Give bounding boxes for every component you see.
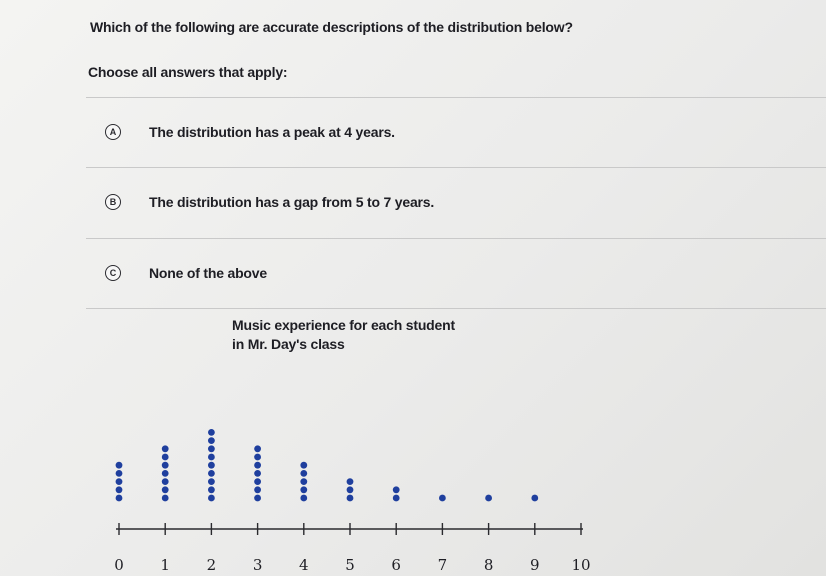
data-dot xyxy=(162,478,169,485)
data-dot xyxy=(347,495,354,502)
data-dot xyxy=(162,445,169,452)
data-dot xyxy=(300,478,307,485)
choice-a-label: The distribution has a peak at 4 years. xyxy=(149,124,395,140)
data-dot xyxy=(208,478,215,485)
choice-a-badge: A xyxy=(105,124,121,140)
data-dot xyxy=(208,454,215,461)
tick-label: 5 xyxy=(345,556,355,574)
data-dot xyxy=(162,495,169,502)
data-dot xyxy=(485,495,492,502)
data-dot xyxy=(208,462,215,469)
data-dot xyxy=(347,478,354,485)
data-dot xyxy=(254,462,261,469)
data-dot xyxy=(300,486,307,493)
data-dot xyxy=(254,454,261,461)
tick-label: 1 xyxy=(160,556,170,574)
data-dot xyxy=(116,462,123,469)
data-dot xyxy=(162,454,169,461)
data-dot xyxy=(116,486,123,493)
instructions-text: Choose all answers that apply: xyxy=(88,64,288,80)
data-dot xyxy=(208,429,215,436)
tick-label: 7 xyxy=(437,556,448,574)
data-dot xyxy=(254,445,261,452)
data-dot xyxy=(393,486,400,493)
data-dot xyxy=(116,470,123,477)
tick-label: 3 xyxy=(252,556,263,574)
choice-b-label: The distribution has a gap from 5 to 7 years. xyxy=(149,194,435,210)
tick-label: 6 xyxy=(391,556,401,574)
choice-c-label: None of the above xyxy=(149,265,267,281)
data-dot xyxy=(531,495,538,502)
data-dot xyxy=(393,495,400,502)
tick-label: 9 xyxy=(530,556,540,574)
data-dot xyxy=(300,462,307,469)
data-dot xyxy=(439,495,446,502)
tick-label: 10 xyxy=(571,556,591,574)
number-line xyxy=(116,523,583,535)
dot-group xyxy=(116,429,539,501)
data-dot xyxy=(300,495,307,502)
data-dot xyxy=(208,470,215,477)
choice-c-badge: C xyxy=(105,265,121,281)
data-dot xyxy=(254,486,261,493)
data-dot xyxy=(116,495,123,502)
data-dot xyxy=(347,486,354,493)
tick-labels xyxy=(114,556,590,574)
chart-title-line1: Music experience for each student xyxy=(232,317,455,333)
tick-label: 8 xyxy=(483,556,494,574)
question-text: Which of the following are accurate descriptions of the distribution below? xyxy=(90,19,573,35)
data-dot xyxy=(162,486,169,493)
chart-title-line2: in Mr. Day's class xyxy=(232,336,345,352)
data-dot xyxy=(116,478,123,485)
data-dot xyxy=(300,470,307,477)
data-dot xyxy=(208,486,215,493)
data-dot xyxy=(208,445,215,452)
data-dot xyxy=(162,462,169,469)
data-dot xyxy=(162,470,169,477)
choice-b-badge: B xyxy=(105,194,121,210)
data-dot xyxy=(254,495,261,502)
tick-label: 2 xyxy=(206,556,217,574)
tick-label: 0 xyxy=(114,556,124,574)
data-dot xyxy=(208,437,215,444)
tick-label: 4 xyxy=(299,556,309,574)
data-dot xyxy=(254,470,261,477)
data-dot xyxy=(254,478,261,485)
data-dot xyxy=(208,495,215,502)
